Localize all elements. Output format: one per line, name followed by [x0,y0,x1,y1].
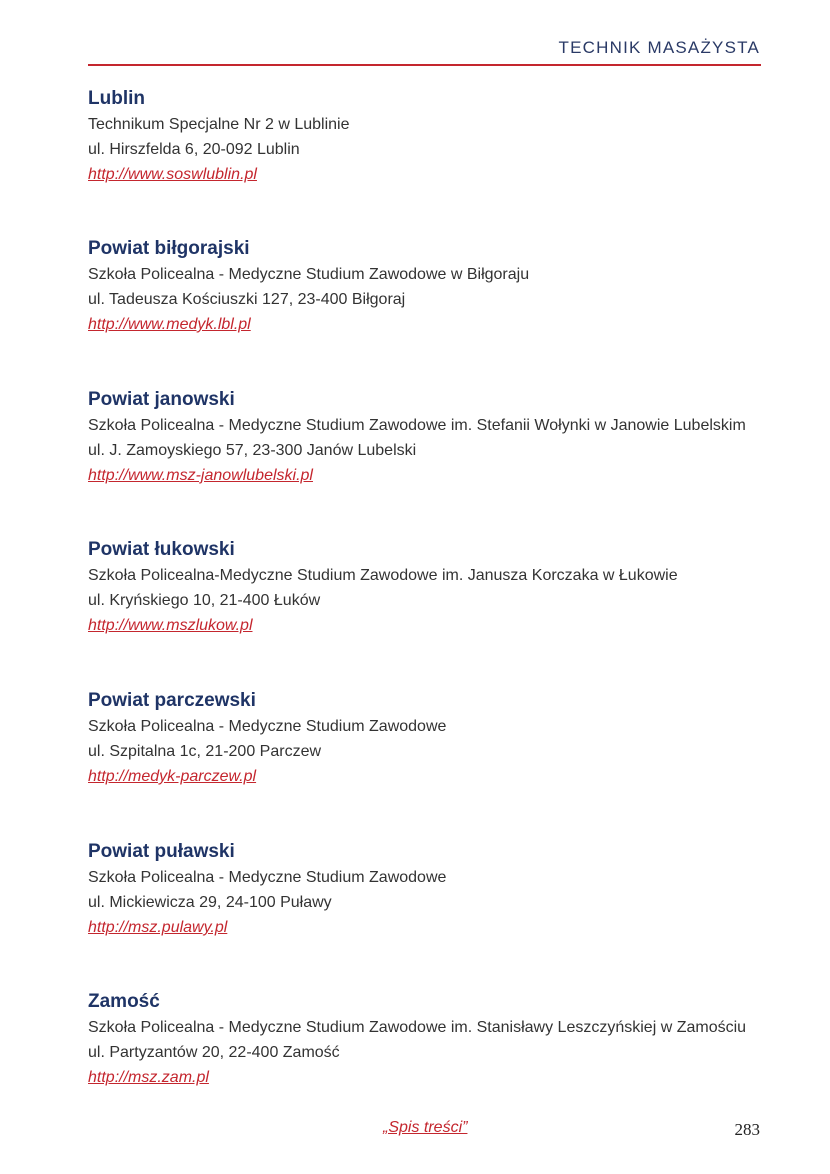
school-address: ul. Kryńskiego 10, 21-400 Łuków [88,592,321,609]
header-divider [88,64,761,66]
school-address: ul. Tadeusza Kościuszki 127, 23-400 Biłgoraj [88,291,406,308]
school-address: ul. J. Zamoyskiego 57, 23-300 Janów Lubelski [88,442,417,459]
school-name: Szkoła Policealna - Medyczne Studium Zawodowe im. Stefanii Wołynki w Janowie Lubelskim [88,417,746,434]
school-website-link[interactable]: http://medyk-parczew.pl [88,768,257,785]
region-heading: Lublin [88,88,145,109]
school-name: Szkoła Policealna - Medyczne Studium Zawodowe im. Stanisławy Leszczyńskiej w Zamościu [88,1019,747,1036]
region-heading: Powiat biłgorajski [88,238,250,259]
school-website-link[interactable]: http://msz.pulawy.pl [88,919,228,936]
school-name: Szkoła Policealna - Medyczne Studium Zawodowe [88,718,447,735]
school-entry-pulawski [88,839,778,940]
school-website-link[interactable]: http://www.soswlublin.pl [88,166,257,183]
school-name: Technikum Specjalne Nr 2 w Lublinie [88,116,350,133]
school-name: Szkoła Policealna - Medyczne Studium Zawodowe [88,869,447,886]
school-name: Szkoła Policealna-Medyczne Studium Zawodowe im. Janusza Korczaka w Łukowie [88,567,678,584]
school-entry-lukowski [88,537,778,638]
school-address: ul. Szpitalna 1c, 21-200 Parczew [88,743,322,760]
school-website-link[interactable]: http://www.mszlukow.pl [88,617,253,634]
page-number: 283 [734,1120,760,1139]
table-of-contents-link[interactable]: „Spis treści” [383,1119,468,1136]
school-website-link[interactable]: http://msz.zam.pl [88,1069,209,1086]
school-entry-bilgorajski [88,236,778,337]
school-entry-zamosc [88,989,778,1090]
document-section-title: TECHNIK MASAŻYSTA [558,38,760,57]
region-heading: Powiat parczewski [88,690,256,711]
school-address: ul. Hirszfelda 6, 20-092 Lublin [88,141,300,158]
region-heading: Powiat janowski [88,389,235,410]
school-name: Szkoła Policealna - Medyczne Studium Zawodowe w Biłgoraju [88,266,530,283]
school-entry-janowski [88,387,778,488]
school-entry-parczewski [88,688,778,789]
school-address: ul. Partyzantów 20, 22-400 Zamość [88,1044,340,1061]
school-entry-lublin [88,86,778,187]
region-heading: Powiat puławski [88,841,235,862]
region-heading: Powiat łukowski [88,539,235,560]
school-address: ul. Mickiewicza 29, 24-100 Puławy [88,894,332,911]
region-heading: Zamość [88,991,160,1012]
school-website-link[interactable]: http://www.medyk.lbl.pl [88,316,251,333]
school-website-link[interactable]: http://www.msz-janowlubelski.pl [88,467,313,484]
